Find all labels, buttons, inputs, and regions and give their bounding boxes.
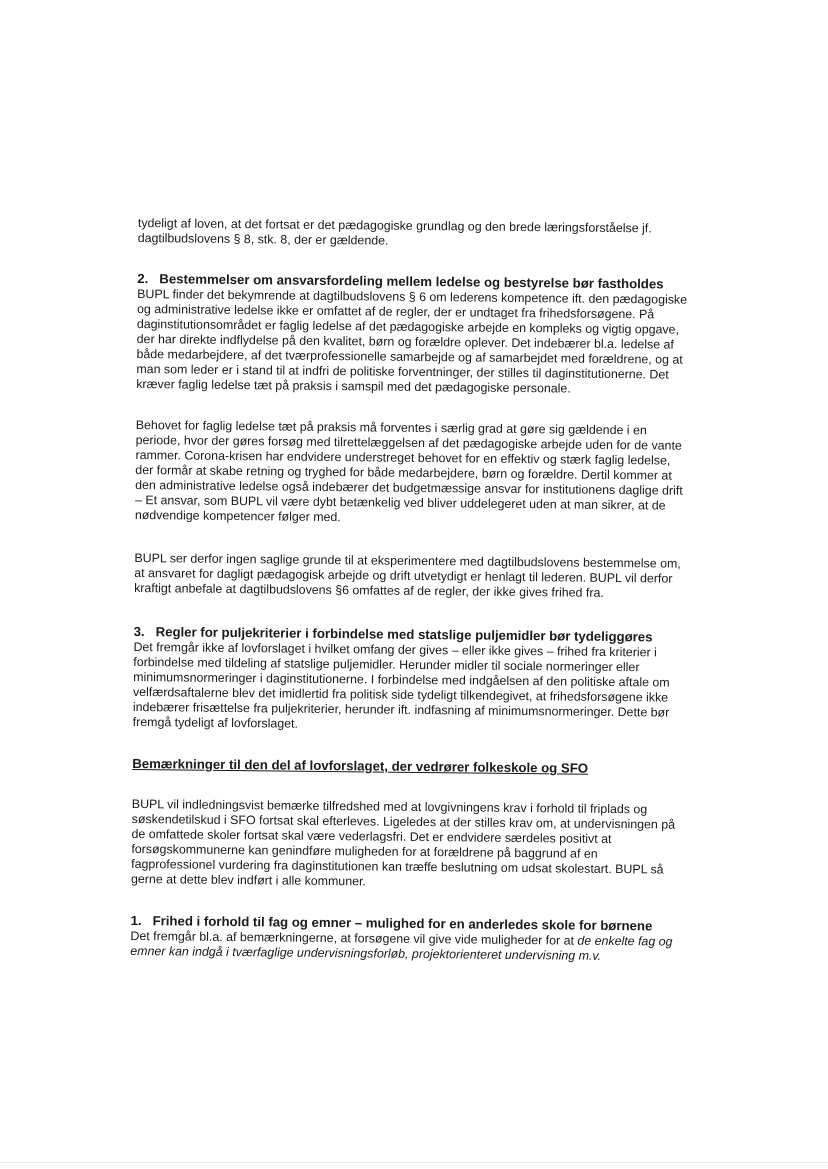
section-2-title: Bestemmelser om ansvarsfordeling mellem ledelse og bestyrelse bør fastholdes — [159, 271, 664, 292]
section-3-number: 3. — [133, 623, 145, 640]
page-bottom-edge — [0, 1162, 828, 1163]
document-body — [130, 216, 690, 965]
remarks-paragraph: BUPL vil indledningsvist bemærke tilfredshed med at lovgivningens krav i forhold til friplads og søskendetilskud i SFO fortsat skal efterleves. Ligeledes at der stilles krav om, at undervisningen på de omfattede skoler fortsat skal være vederlagsfri. Det er endvidere særdeles positivt at forsøgskommunerne kan genindføre muligheden for at forældrene på baggrund af en fagprofessionel vurdering fra daginstitutionen kan træffe beslutning om udsat skolestart. BUPL så gerne at dette blev indført i alle kommuner. — [130, 796, 676, 889]
section-2-paragraph-1: BUPL finder det bekymrende at dagtilbudslovens § 6 om lederens kompetence ift. den pædagogiske og administrative ledelse ikke er omfattet af de regler, der er undtaget fra frihedsforsøgene. På daginstitutionsområdet er faglig ledelse af det pædagogiske arbejde en kompleks og vigtig opgave, der har direkte indflydelse på den kvalitet, børn og forældre oplever. Det indebærer bl.a. ledelse af både medarbejdere, af det tværprofessionelle samarbejde og af samarbejdet med forældrene, og at man som leder er i stand til at indfri de politiske forventninger, der stilles til daginstitutionerne. Det kræver faglig ledelse tæt på praksis i samspil med det pædagogiske personale. — [136, 286, 688, 396]
intro-paragraph: tydeligt af loven, at det fortsat er det pædagogiske grundlag og den brede læringsforståelse jf. dagtilbudslovens § 8, stk. 8, der er gældende. — [137, 216, 652, 248]
section-1-title: Frihed i forhold til fag og emner – mulighed for en anderledes skole for børnene — [152, 913, 653, 934]
section-3-title: Regler for puljekriterier i forbindelse med statslige puljemidler bør tydeliggøres — [155, 624, 653, 645]
section-1-text: Det fremgår bl.a. af bemærkningerne, at forsøgene vil give vide muligheder for at — [130, 928, 578, 948]
section-2-paragraph-3: BUPL ser derfor ingen saglige grunde til at eksperimentere med dagtilbudslovens bestemmelse om, at ansvaret for dagligt pædagogisk arbejde og drift utvetydigt er henlagt til lederen. BUPL vil derfor kraftigt anbefale at dagtilbudslovens §6 omfattes af de regler, der ikke gives frihed fra. — [134, 550, 681, 600]
section-1-italic-quote: de enkelte fag og emner kan indgå i tværfaglige undervisningsforløb, projektorienteret undervisning m.v. — [130, 933, 673, 963]
section-2-number: 2. — [137, 270, 149, 287]
section-3-paragraph-1: Det fremgår ikke af lovforslaget i hvilket omfang der gives – eller ikke gives – frihed fra kriterier i forbindelse med tildeling af statslige puljemidler. Herunder midler til sociale normeringer eller minimumsnormeringer i daginstitutionerne. I forbindelse med indgåelsen af den politiske aftale om velfærdsaftalerne blev det imidlertid fra politisk side tydeligt tilkendegivet, at frihedsforsøgene ikke indebærer frisættelse fra puljekriterier, herunder ift. indfasning af minimumsnormeringer. Dette bør fremgå tydeligt af lovforslaget. — [132, 639, 670, 731]
section-1-paragraph — [130, 929, 682, 965]
section-2-paragraph-2: Behovet for faglig ledelse tæt på praksis må forventes i særlig grad at gøre sig gældende i en periode, hvor der gøres forsøg med tilrettelæggelsen af det pædagogiske arbejde uden for de vante rammer. Corona-krisen har endvidere understreget behovet for en effektiv og stærk faglig ledelse, der formår at skabe retning og tryghed for både medarbejdere, børn og forældre. Dertil kommer at den administrative ledelse også indebærer det budgetmæssige ansvar for institutionens daglige drift – Et ansvar, som BUPL vil være dybt betænkelig ved bliver uddelegeret uden at man sikrer, at de nødvendige kompetencer følger med. — [134, 417, 683, 525]
section-1-number: 1. — [130, 912, 142, 929]
remarks-heading: Bemærkninger til den del af lovforslaget, der vedrører folkeskole og SFO — [132, 755, 589, 776]
